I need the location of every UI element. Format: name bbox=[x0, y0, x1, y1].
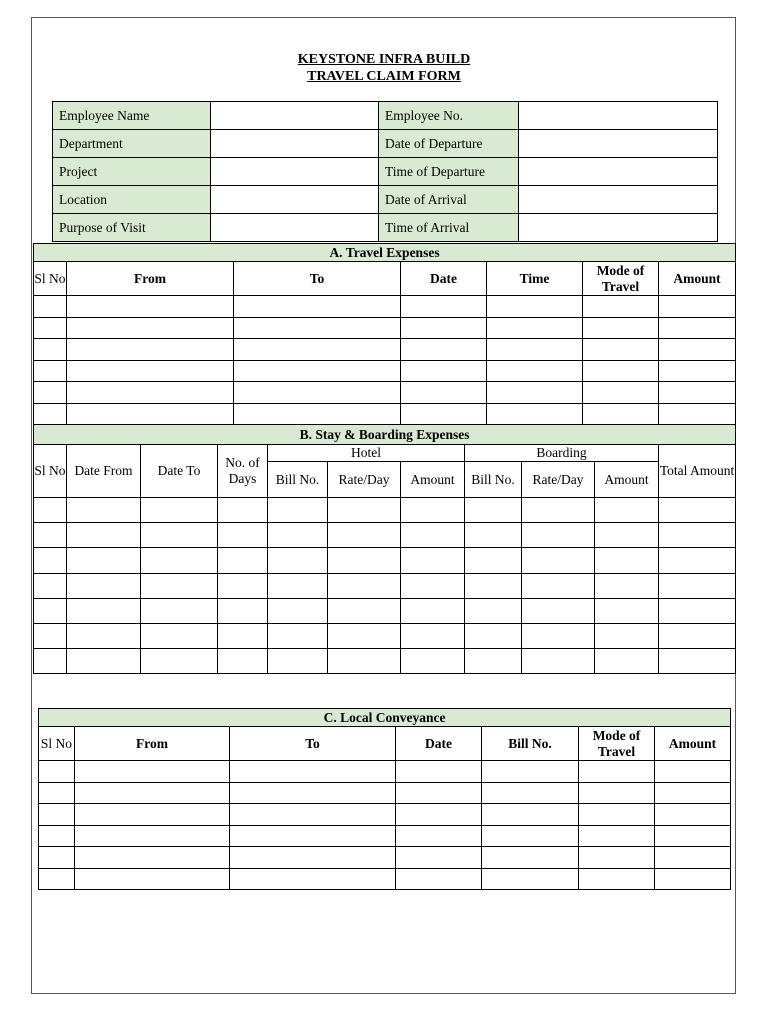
entry-cell[interactable] bbox=[234, 403, 401, 425]
entry-cell[interactable] bbox=[655, 847, 731, 869]
entry-cell[interactable] bbox=[579, 782, 655, 804]
employee-no-field[interactable] bbox=[519, 102, 718, 130]
travel-expenses-heading: A. Travel Expenses bbox=[34, 244, 736, 262]
entry-cell[interactable] bbox=[522, 523, 595, 548]
entry-cell[interactable] bbox=[595, 523, 659, 548]
info-row bbox=[53, 130, 718, 158]
entry-cell[interactable] bbox=[465, 598, 522, 623]
entry-cell[interactable] bbox=[141, 598, 218, 623]
table-row bbox=[34, 382, 736, 404]
time-of-departure-field[interactable] bbox=[519, 158, 718, 186]
entry-cell[interactable] bbox=[396, 825, 482, 847]
col-hotel-amount: Amount bbox=[401, 462, 465, 498]
entry-cell[interactable] bbox=[234, 296, 401, 318]
entry-cell[interactable] bbox=[659, 523, 736, 548]
col-time: Time bbox=[487, 262, 583, 296]
entry-cell[interactable] bbox=[482, 847, 579, 869]
entry-cell[interactable] bbox=[67, 498, 141, 523]
col-sl-no: Sl No bbox=[34, 445, 67, 498]
travel-expenses-table bbox=[33, 243, 736, 425]
entry-cell[interactable] bbox=[487, 339, 583, 361]
entry-cell[interactable] bbox=[579, 761, 655, 783]
employee-name-field[interactable] bbox=[211, 102, 379, 130]
table-row bbox=[34, 548, 736, 573]
entry-cell[interactable] bbox=[522, 623, 595, 648]
entry-cell[interactable] bbox=[401, 573, 465, 598]
entry-cell[interactable] bbox=[67, 623, 141, 648]
table-row bbox=[39, 868, 731, 890]
boarding-group-header: Boarding bbox=[465, 445, 659, 462]
entry-cell[interactable] bbox=[75, 868, 230, 890]
col-date-to: Date To bbox=[141, 445, 218, 498]
entry-cell[interactable] bbox=[579, 804, 655, 826]
entry-cell[interactable] bbox=[522, 498, 595, 523]
entry-cell[interactable] bbox=[234, 382, 401, 404]
entry-cell[interactable] bbox=[34, 360, 67, 382]
entry-cell[interactable] bbox=[401, 296, 487, 318]
entry-cell[interactable] bbox=[234, 339, 401, 361]
table-row bbox=[34, 360, 736, 382]
entry-cell[interactable] bbox=[218, 623, 268, 648]
entry-cell[interactable] bbox=[401, 498, 465, 523]
entry-cell[interactable] bbox=[218, 649, 268, 674]
project-label: Project bbox=[53, 158, 211, 186]
entry-cell[interactable] bbox=[482, 804, 579, 826]
entry-cell[interactable] bbox=[67, 339, 234, 361]
table-row bbox=[39, 761, 731, 783]
entry-cell[interactable] bbox=[659, 623, 736, 648]
entry-cell[interactable] bbox=[522, 598, 595, 623]
info-row bbox=[53, 102, 718, 130]
date-of-departure-field[interactable] bbox=[519, 130, 718, 158]
entry-cell[interactable] bbox=[583, 360, 659, 382]
col-mode-of-travel: Mode of Travel bbox=[583, 262, 659, 296]
entry-cell[interactable] bbox=[268, 548, 328, 573]
entry-cell[interactable] bbox=[465, 498, 522, 523]
stay-header-row-1 bbox=[34, 445, 736, 462]
entry-cell[interactable] bbox=[67, 360, 234, 382]
entry-cell[interactable] bbox=[75, 804, 230, 826]
col-sl-no: Sl No bbox=[39, 727, 75, 761]
entry-cell[interactable] bbox=[218, 573, 268, 598]
col-boarding-rate-day: Rate/Day bbox=[522, 462, 595, 498]
entry-cell[interactable] bbox=[67, 317, 234, 339]
entry-cell[interactable] bbox=[34, 498, 67, 523]
entry-cell[interactable] bbox=[401, 360, 487, 382]
date-of-departure-label: Date of Departure bbox=[379, 130, 519, 158]
entry-cell[interactable] bbox=[396, 847, 482, 869]
time-of-arrival-field[interactable] bbox=[519, 214, 718, 242]
entry-cell[interactable] bbox=[328, 623, 401, 648]
employee-no-label: Employee No. bbox=[379, 102, 519, 130]
entry-cell[interactable] bbox=[396, 804, 482, 826]
entry-cell[interactable] bbox=[34, 598, 67, 623]
table-row bbox=[34, 317, 736, 339]
table-row bbox=[34, 523, 736, 548]
table-row bbox=[39, 847, 731, 869]
entry-cell[interactable] bbox=[583, 403, 659, 425]
entry-cell[interactable] bbox=[659, 649, 736, 674]
entry-cell[interactable] bbox=[465, 649, 522, 674]
entry-cell[interactable] bbox=[230, 782, 396, 804]
entry-cell[interactable] bbox=[39, 761, 75, 783]
date-of-arrival-label: Date of Arrival bbox=[379, 186, 519, 214]
entry-cell[interactable] bbox=[482, 825, 579, 847]
table-row bbox=[34, 573, 736, 598]
entry-cell[interactable] bbox=[230, 847, 396, 869]
entry-cell[interactable] bbox=[487, 360, 583, 382]
entry-cell[interactable] bbox=[482, 761, 579, 783]
location-field[interactable] bbox=[211, 186, 379, 214]
col-hotel-bill-no: Bill No. bbox=[268, 462, 328, 498]
project-field[interactable] bbox=[211, 158, 379, 186]
entry-cell[interactable] bbox=[218, 523, 268, 548]
entry-cell[interactable] bbox=[659, 548, 736, 573]
entry-cell[interactable] bbox=[67, 573, 141, 598]
entry-cell[interactable] bbox=[328, 598, 401, 623]
entry-cell[interactable] bbox=[67, 598, 141, 623]
entry-cell[interactable] bbox=[141, 548, 218, 573]
entry-cell[interactable] bbox=[328, 548, 401, 573]
entry-cell[interactable] bbox=[67, 523, 141, 548]
table-row bbox=[34, 598, 736, 623]
entry-cell[interactable] bbox=[401, 548, 465, 573]
entry-cell[interactable] bbox=[234, 360, 401, 382]
table-row bbox=[34, 498, 736, 523]
entry-cell[interactable] bbox=[487, 317, 583, 339]
entry-cell[interactable] bbox=[465, 523, 522, 548]
entry-cell[interactable] bbox=[659, 382, 736, 404]
table-row bbox=[34, 623, 736, 648]
entry-cell[interactable] bbox=[141, 623, 218, 648]
hotel-group-header: Hotel bbox=[268, 445, 465, 462]
entry-cell[interactable] bbox=[583, 296, 659, 318]
entry-cell[interactable] bbox=[75, 761, 230, 783]
col-hotel-rate-day: Rate/Day bbox=[328, 462, 401, 498]
entry-cell[interactable] bbox=[268, 573, 328, 598]
entry-cell[interactable] bbox=[401, 382, 487, 404]
entry-cell[interactable] bbox=[75, 825, 230, 847]
stay-boarding-table bbox=[33, 424, 736, 674]
entry-cell[interactable] bbox=[34, 339, 67, 361]
entry-cell[interactable] bbox=[401, 623, 465, 648]
form-title: TRAVEL CLAIM FORM bbox=[307, 69, 461, 84]
local-conveyance-heading: C. Local Conveyance bbox=[39, 709, 731, 727]
entry-cell[interactable] bbox=[218, 598, 268, 623]
entry-cell[interactable] bbox=[522, 649, 595, 674]
purpose-of-visit-field[interactable] bbox=[211, 214, 379, 242]
entry-cell[interactable] bbox=[655, 761, 731, 783]
department-label: Department bbox=[53, 130, 211, 158]
local-rows bbox=[39, 761, 731, 890]
entry-cell[interactable] bbox=[659, 317, 736, 339]
entry-cell[interactable] bbox=[401, 339, 487, 361]
entry-cell[interactable] bbox=[595, 598, 659, 623]
entry-cell[interactable] bbox=[141, 498, 218, 523]
entry-cell[interactable] bbox=[659, 360, 736, 382]
col-bill-no: Bill No. bbox=[482, 727, 579, 761]
table-row bbox=[34, 649, 736, 674]
entry-cell[interactable] bbox=[522, 548, 595, 573]
entry-cell[interactable] bbox=[34, 382, 67, 404]
entry-cell[interactable] bbox=[595, 649, 659, 674]
entry-cell[interactable] bbox=[67, 649, 141, 674]
col-from: From bbox=[75, 727, 230, 761]
entry-cell[interactable] bbox=[39, 868, 75, 890]
entry-cell[interactable] bbox=[234, 317, 401, 339]
col-from: From bbox=[67, 262, 234, 296]
local-header-row bbox=[39, 727, 731, 761]
entry-cell[interactable] bbox=[218, 498, 268, 523]
entry-cell[interactable] bbox=[230, 761, 396, 783]
entry-cell[interactable] bbox=[268, 598, 328, 623]
entry-cell[interactable] bbox=[401, 523, 465, 548]
entry-cell[interactable] bbox=[659, 498, 736, 523]
table-row bbox=[39, 825, 731, 847]
entry-cell[interactable] bbox=[67, 296, 234, 318]
date-of-arrival-field[interactable] bbox=[519, 186, 718, 214]
entry-cell[interactable] bbox=[141, 649, 218, 674]
entry-cell[interactable] bbox=[75, 782, 230, 804]
entry-cell[interactable] bbox=[655, 804, 731, 826]
table-row bbox=[34, 296, 736, 318]
entry-cell[interactable] bbox=[328, 523, 401, 548]
entry-cell[interactable] bbox=[396, 782, 482, 804]
local-conveyance-table bbox=[38, 708, 731, 890]
info-row bbox=[53, 214, 718, 242]
entry-cell[interactable] bbox=[396, 868, 482, 890]
travel-rows bbox=[34, 296, 736, 425]
stay-rows bbox=[34, 498, 736, 674]
entry-cell[interactable] bbox=[39, 847, 75, 869]
entry-cell[interactable] bbox=[218, 548, 268, 573]
entry-cell[interactable] bbox=[487, 382, 583, 404]
entry-cell[interactable] bbox=[141, 573, 218, 598]
entry-cell[interactable] bbox=[328, 498, 401, 523]
entry-cell[interactable] bbox=[39, 782, 75, 804]
entry-cell[interactable] bbox=[465, 548, 522, 573]
travel-header-row bbox=[34, 262, 736, 296]
entry-cell[interactable] bbox=[67, 548, 141, 573]
col-boarding-amount: Amount bbox=[595, 462, 659, 498]
entry-cell[interactable] bbox=[595, 573, 659, 598]
col-amount: Amount bbox=[659, 262, 736, 296]
entry-cell[interactable] bbox=[482, 782, 579, 804]
entry-cell[interactable] bbox=[268, 523, 328, 548]
col-amount: Amount bbox=[655, 727, 731, 761]
entry-cell[interactable] bbox=[141, 523, 218, 548]
location-label: Location bbox=[53, 186, 211, 214]
entry-cell[interactable] bbox=[401, 598, 465, 623]
company-name: KEYSTONE INFRA BUILD bbox=[297, 52, 471, 67]
col-boarding-bill-no: Bill No. bbox=[465, 462, 522, 498]
entry-cell[interactable] bbox=[401, 317, 487, 339]
entry-cell[interactable] bbox=[67, 382, 234, 404]
entry-cell[interactable] bbox=[230, 804, 396, 826]
employee-name-label: Employee Name bbox=[53, 102, 211, 130]
entry-cell[interactable] bbox=[583, 339, 659, 361]
col-to: To bbox=[230, 727, 396, 761]
entry-cell[interactable] bbox=[401, 403, 487, 425]
col-sl-no: Sl No bbox=[34, 262, 67, 296]
entry-cell[interactable] bbox=[659, 403, 736, 425]
entry-cell[interactable] bbox=[396, 761, 482, 783]
entry-cell[interactable] bbox=[655, 782, 731, 804]
col-mode-of-travel: Mode of Travel bbox=[579, 727, 655, 761]
entry-cell[interactable] bbox=[328, 649, 401, 674]
entry-cell[interactable] bbox=[39, 825, 75, 847]
entry-cell[interactable] bbox=[583, 382, 659, 404]
entry-cell[interactable] bbox=[583, 317, 659, 339]
entry-cell[interactable] bbox=[230, 825, 396, 847]
table-row bbox=[39, 804, 731, 826]
info-row bbox=[53, 186, 718, 214]
col-date: Date bbox=[396, 727, 482, 761]
entry-cell[interactable] bbox=[659, 598, 736, 623]
entry-cell[interactable] bbox=[659, 296, 736, 318]
employee-info-table bbox=[52, 101, 718, 242]
entry-cell[interactable] bbox=[268, 498, 328, 523]
col-no-of-days: No. of Days bbox=[218, 445, 268, 498]
entry-cell[interactable] bbox=[595, 623, 659, 648]
entry-cell[interactable] bbox=[34, 623, 67, 648]
stay-boarding-heading: B. Stay & Boarding Expenses bbox=[34, 425, 736, 445]
table-row bbox=[34, 339, 736, 361]
entry-cell[interactable] bbox=[34, 573, 67, 598]
entry-cell[interactable] bbox=[39, 804, 75, 826]
entry-cell[interactable] bbox=[34, 317, 67, 339]
entry-cell[interactable] bbox=[522, 573, 595, 598]
entry-cell[interactable] bbox=[595, 548, 659, 573]
entry-cell[interactable] bbox=[268, 623, 328, 648]
time-of-departure-label: Time of Departure bbox=[379, 158, 519, 186]
table-row bbox=[39, 782, 731, 804]
entry-cell[interactable] bbox=[34, 296, 67, 318]
entry-cell[interactable] bbox=[487, 296, 583, 318]
col-date-from: Date From bbox=[67, 445, 141, 498]
entry-cell[interactable] bbox=[659, 573, 736, 598]
entry-cell[interactable] bbox=[34, 403, 67, 425]
col-date: Date bbox=[401, 262, 487, 296]
entry-cell[interactable] bbox=[465, 573, 522, 598]
entry-cell[interactable] bbox=[595, 498, 659, 523]
entry-cell[interactable] bbox=[34, 523, 67, 548]
col-total-amount: Total Amount bbox=[659, 445, 736, 498]
col-to: To bbox=[234, 262, 401, 296]
purpose-of-visit-label: Purpose of Visit bbox=[53, 214, 211, 242]
entry-cell[interactable] bbox=[465, 623, 522, 648]
entry-cell[interactable] bbox=[75, 847, 230, 869]
entry-cell[interactable] bbox=[659, 339, 736, 361]
entry-cell[interactable] bbox=[34, 649, 67, 674]
entry-cell[interactable] bbox=[655, 825, 731, 847]
entry-cell[interactable] bbox=[401, 649, 465, 674]
table-row bbox=[34, 403, 736, 425]
info-row bbox=[53, 158, 718, 186]
entry-cell[interactable] bbox=[487, 403, 583, 425]
entry-cell[interactable] bbox=[268, 649, 328, 674]
entry-cell[interactable] bbox=[328, 573, 401, 598]
entry-cell[interactable] bbox=[230, 868, 396, 890]
department-field[interactable] bbox=[211, 130, 379, 158]
entry-cell[interactable] bbox=[579, 847, 655, 869]
time-of-arrival-label: Time of Arrival bbox=[379, 214, 519, 242]
entry-cell[interactable] bbox=[579, 868, 655, 890]
entry-cell[interactable] bbox=[482, 868, 579, 890]
entry-cell[interactable] bbox=[67, 403, 234, 425]
entry-cell[interactable] bbox=[579, 825, 655, 847]
entry-cell[interactable] bbox=[34, 548, 67, 573]
entry-cell[interactable] bbox=[655, 868, 731, 890]
